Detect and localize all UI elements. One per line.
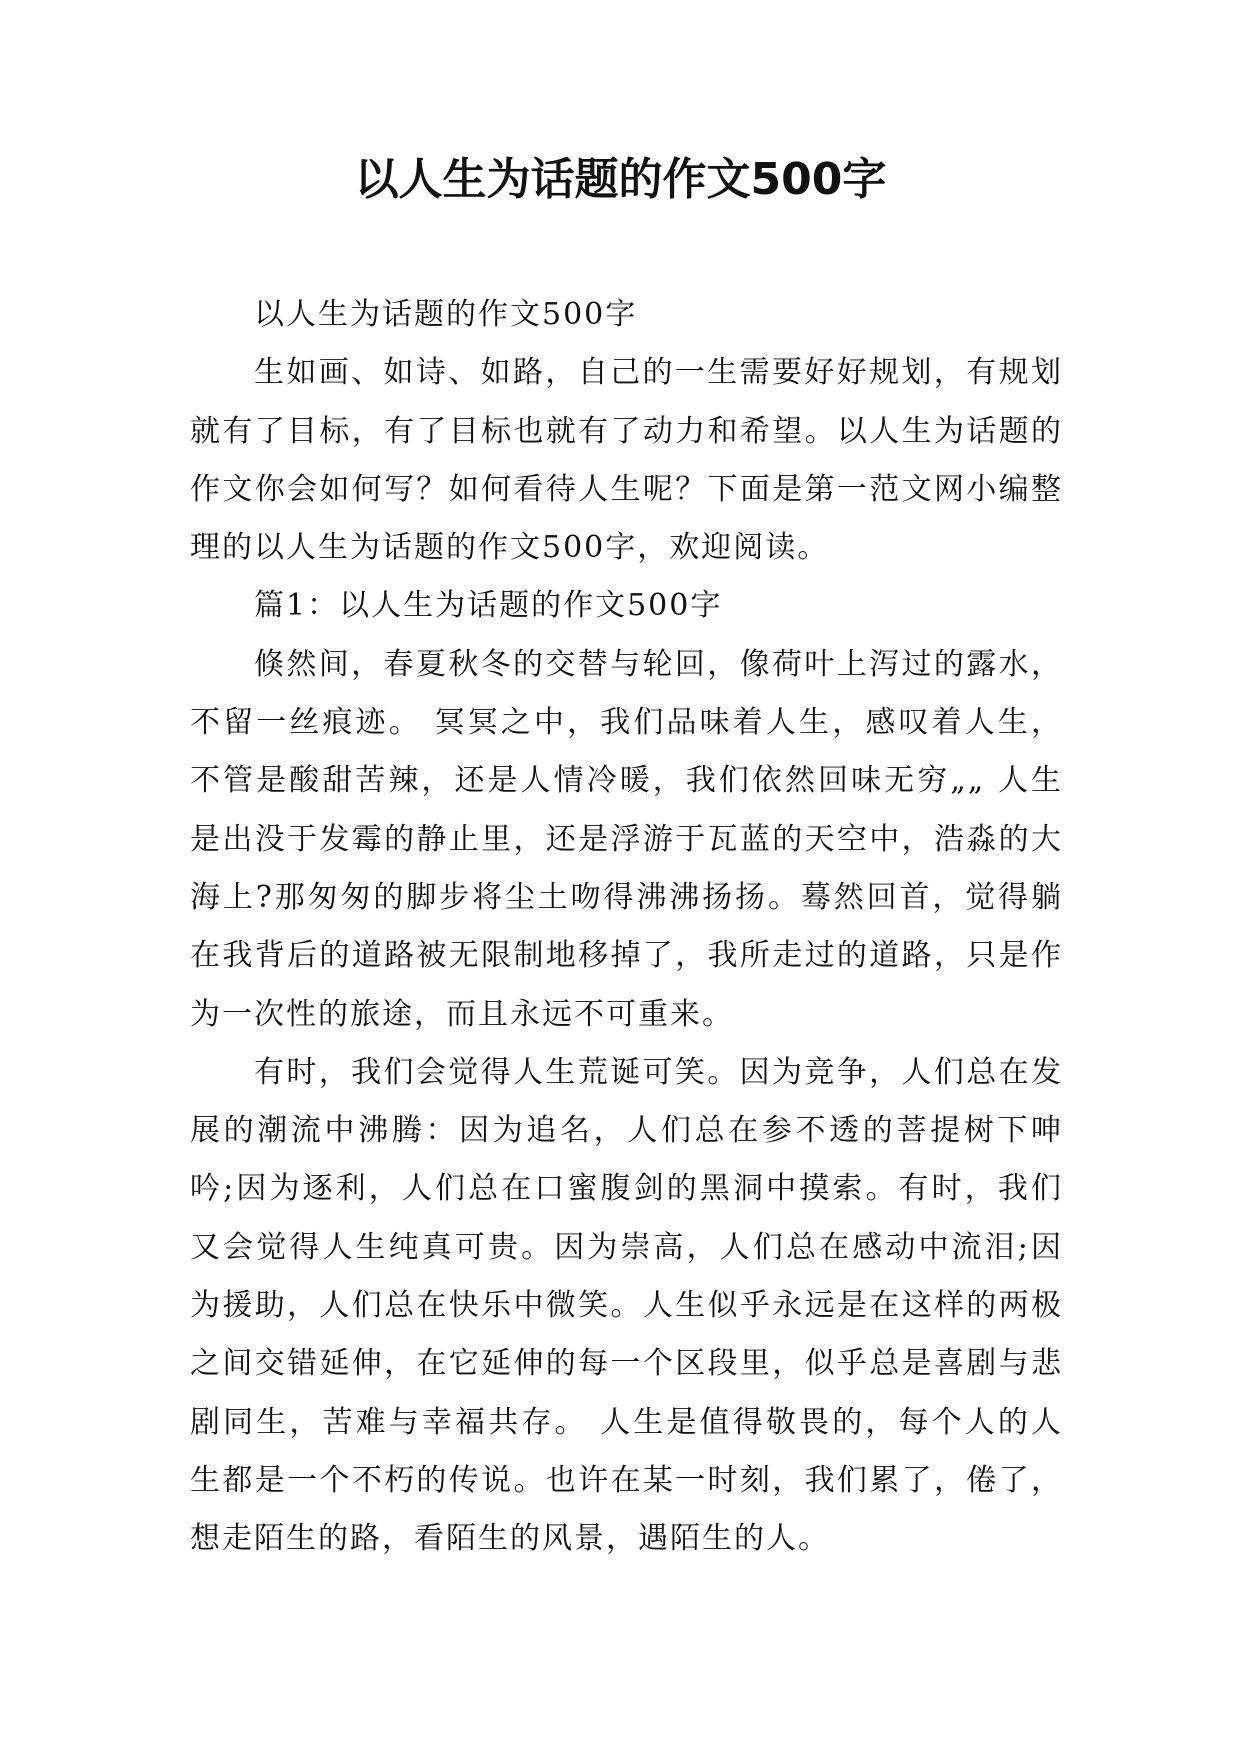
- paragraph-intro: 生如画、如诗、如路，自己的一生需要好好规划，有规划就有了目标，有了目标也就有了动力和希望。以人生为话题的作文你会如何写？如何看待人生呢？下面是第一范文网小编整理的以人生为话题的作文500字，欢迎阅读。: [190, 355, 1063, 566]
- paragraph-body: 有时，我们会觉得人生荒诞可笑。因为竞争，人们总在发展的潮流中沸腾：因为追名，人们总在参不透的菩提树下呻吟;因为逐利，人们总在口蜜腹剑的黑洞中摸索。有时，我们又会觉得人生纯真可贵。因为崇高，人们总在感动中流泪;因为援助，人们总在快乐中微笑。人生似乎永远是在这样的两极之间交错延伸，在它延伸的每一个区段里，似乎总是喜剧与悲剧同生，苦难与幸福共存。 人生是值得敬畏的，每个人的人生都是一个不朽的传说。也许在某一时刻，我们累了，倦了，想走陌生的路，看陌生的风景，遇陌生的人。: [190, 1054, 1063, 1557]
- document-title: 以人生为话题的作文500字: [354, 154, 887, 205]
- paragraph-body: 倏然间，春夏秋冬的交替与轮回，像荷叶上泻过的露水，不留一丝痕迹。 冥冥之中，我们品味着人生，感叹着人生，不管是酸甜苦辣，还是人情冷暖，我们依然回味无穷„„ 人生是出没于发霉的静止里，还是浮游于瓦蓝的天空中，浩淼的大海上?那匆匆的脚步将尘土吻得沸沸扬扬。蓦然回首，觉得躺在我背后的道路被无限制地移掉了，我所走过的道路，只是作为一次性的旅途，而且永远不可重来。: [190, 646, 1063, 1032]
- paragraph-subtitle: 以人生为话题的作文500字: [254, 297, 638, 332]
- document-body: [190, 286, 1063, 1569]
- section-heading: 篇1：以人生为话题的作文500字: [254, 588, 723, 624]
